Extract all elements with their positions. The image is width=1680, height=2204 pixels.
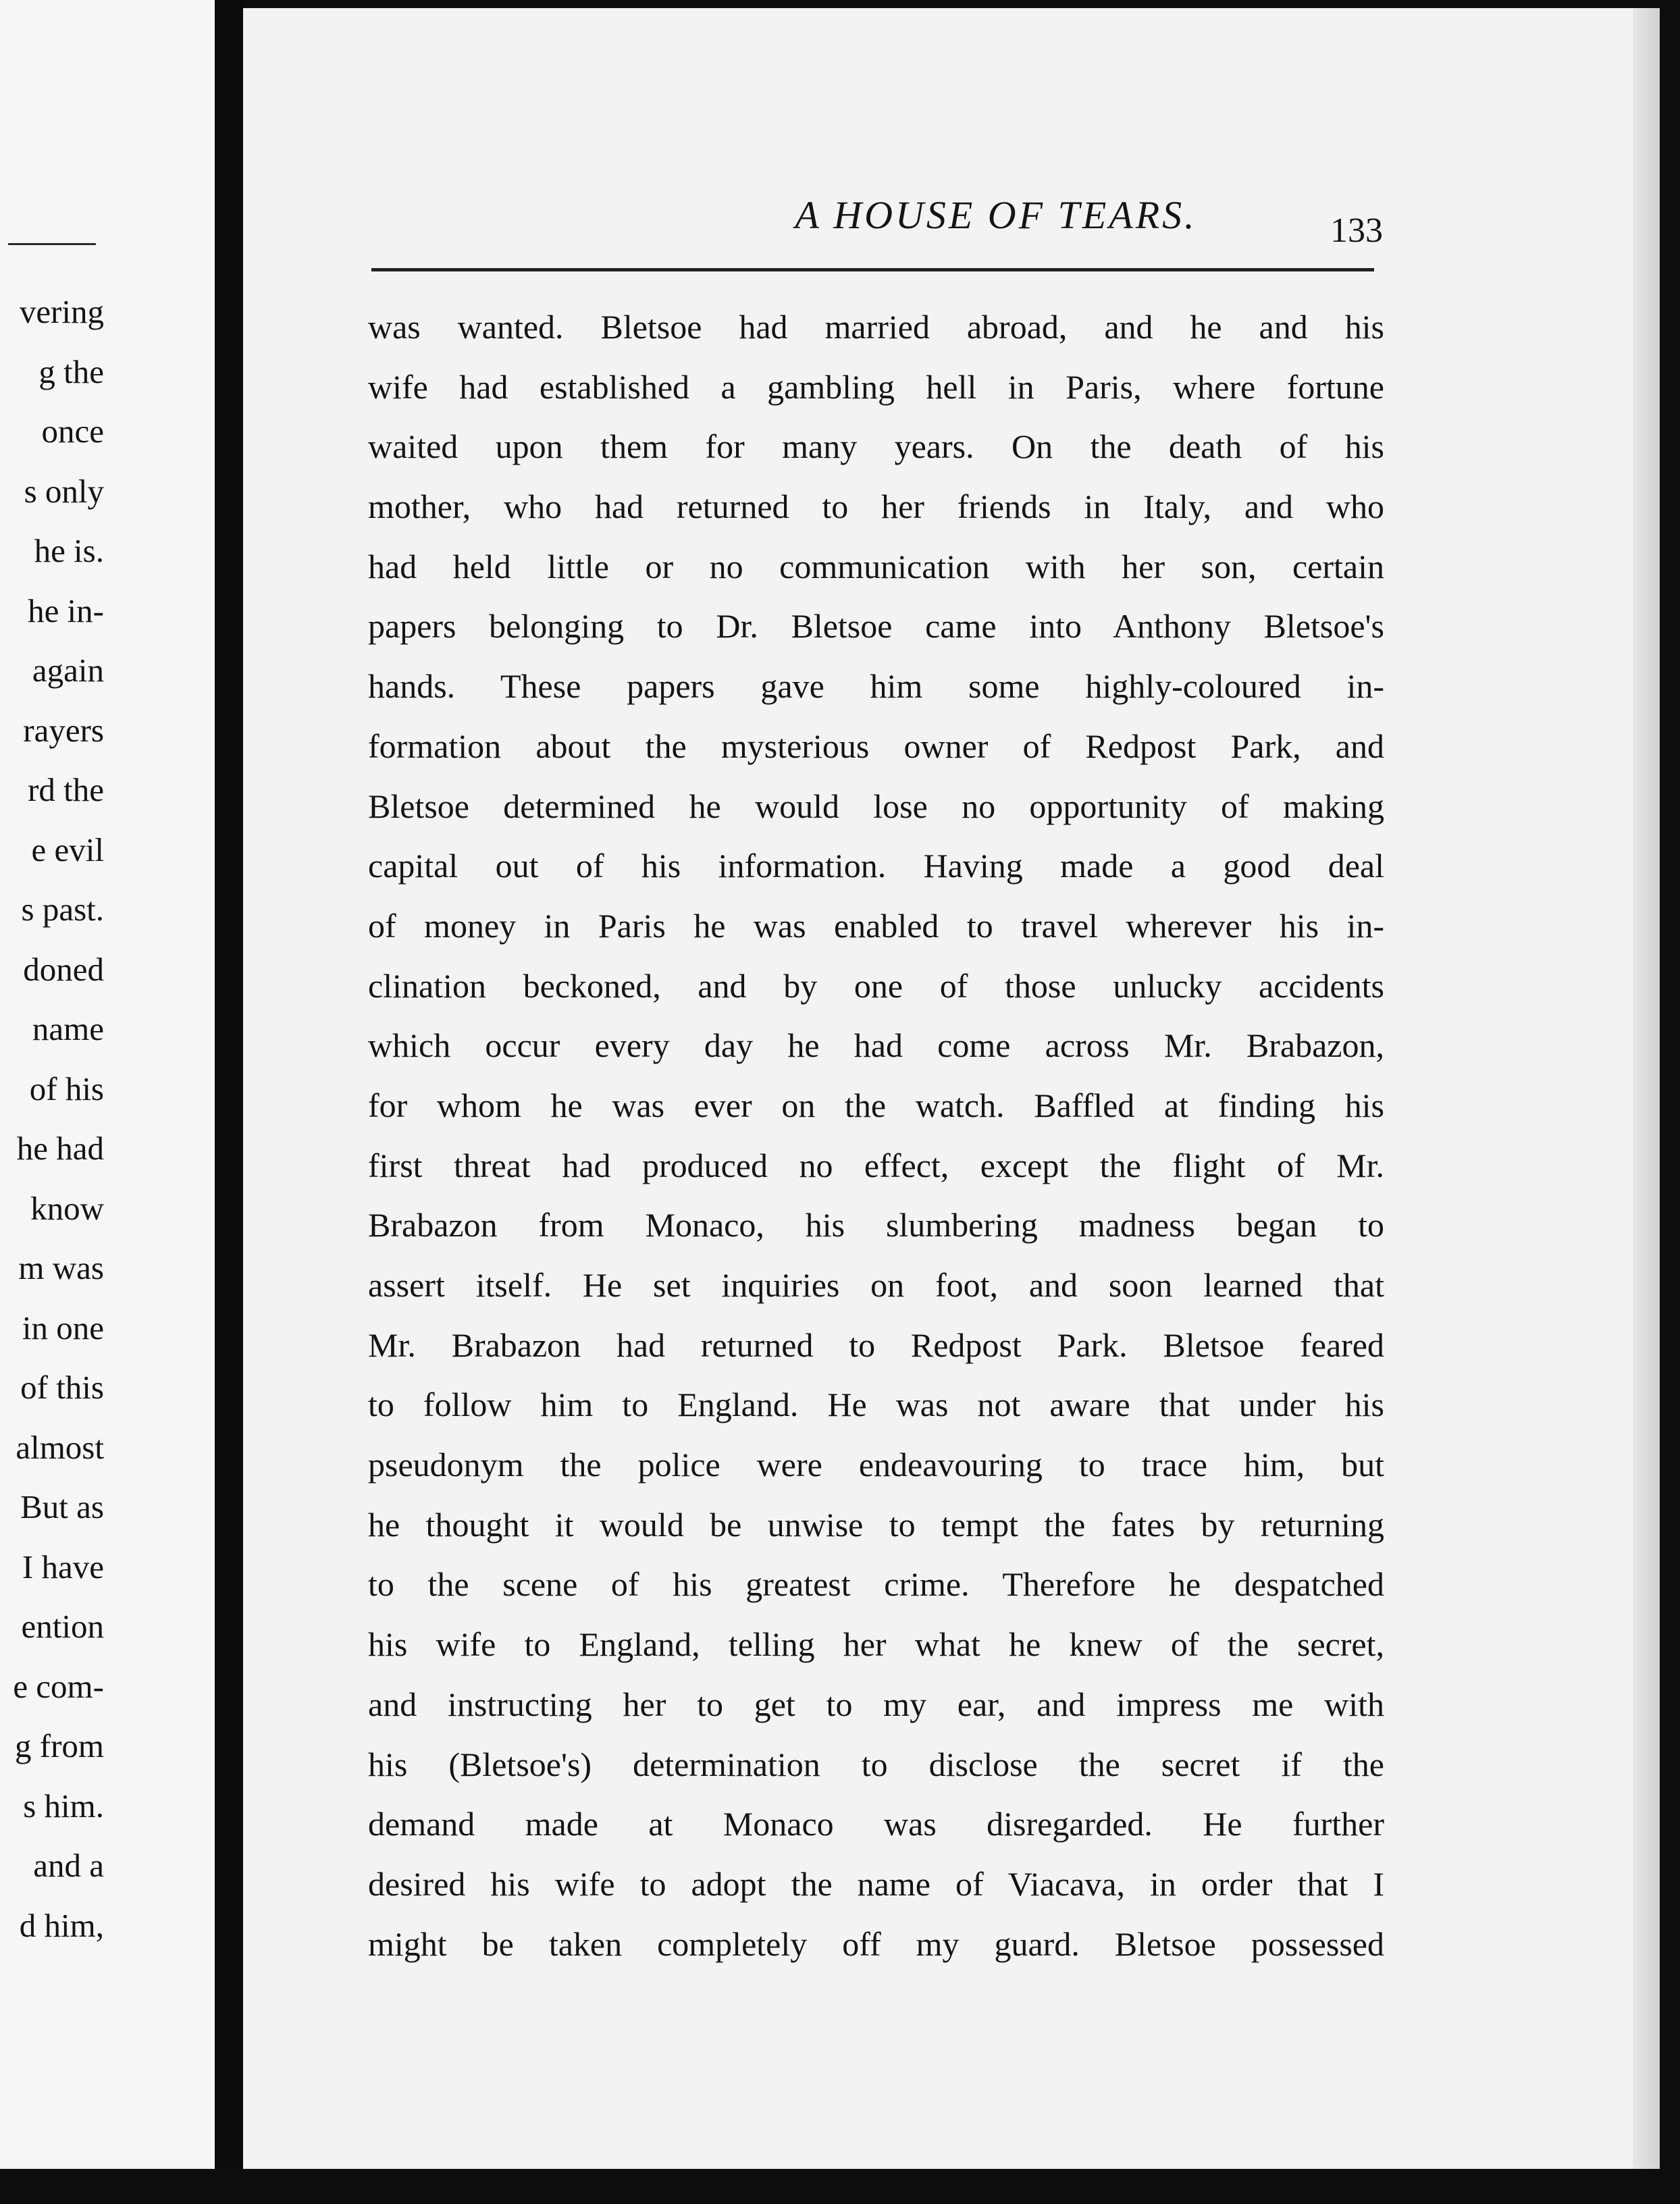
left-text-line: once [41,413,104,450]
left-text-line: e evil [31,831,104,868]
page-edge-shadow [1633,8,1660,2169]
left-page-rule [8,243,96,245]
text-line: waited upon them for many years. On the death of his [368,427,1384,466]
text-line: was wanted. Bletsoe had married abroad, and he and his [368,308,1384,346]
left-text-line: rd the [28,771,104,808]
left-text-line: m was [18,1249,104,1286]
left-text-line: ention [21,1608,104,1645]
text-line: he thought it would be unwise to tempt the fates by returning [368,1505,1384,1544]
left-text-line: s past. [21,891,104,928]
left-page-text [13,282,104,1956]
text-line: Mr. Brabazon had returned to Redpost Park. Bletsoe feared [368,1326,1384,1364]
text-line: capital out of his information. Having made a good deal [368,847,1384,885]
text-line: and instructing her to get to my ear, and impress me with [368,1685,1384,1723]
text-line: his wife to England, telling her what he knew of the secret, [368,1625,1384,1664]
text-line: desired his wife to adopt the name of Viacava, in order that I [368,1864,1384,1903]
text-line: papers belonging to Dr. Bletsoe came into Anthony Bletsoe's [368,607,1384,646]
left-text-line: and a [33,1847,104,1884]
left-text-line: almost [16,1428,104,1466]
left-text-line: doned [23,950,104,988]
left-text-line: d him, [19,1906,104,1944]
text-line: formation about the mysterious owner of Redpost Park, and [368,727,1384,765]
left-text-line: rayers [23,711,104,749]
text-line: pseudonym the police were endeavouring to trace him, but [368,1446,1384,1484]
left-text-line: he is. [34,532,104,569]
book-gutter [215,0,243,2204]
left-text-line: he in- [28,592,104,629]
text-line: which occur every day he had come across Mr. Brabazon, [368,1026,1384,1065]
left-text-line: g the [38,352,104,390]
left-text-line: e com- [13,1667,104,1705]
text-line: demand made at Monaco was disregarded. He further [368,1805,1384,1843]
text-line: might be taken completely off my guard. Bletsoe possessed [368,1924,1384,1963]
left-text-line: s him. [23,1787,104,1825]
left-text-line: of his [29,1070,104,1107]
page-number: 133 [1330,211,1383,250]
text-line: to follow him to England. He was not aware that under his [368,1386,1384,1424]
header-rule [371,268,1374,271]
text-line: his (Bletsoe's) determination to disclose the secret if the [368,1745,1384,1783]
left-text-line: he had [16,1130,104,1167]
text-line: wife had established a gambling hell in Paris, where fortune [368,367,1384,406]
text-line: assert itself. He set inquiries on foot, and soon learned that [368,1266,1384,1304]
text-line: Bletsoe determined he would lose no opportunity of making [368,787,1384,825]
scan-bottom-border [0,2169,1680,2204]
text-line: for whom he was ever on the watch. Baffled at finding his [368,1086,1384,1124]
text-line: first threat had produced no effect, except the flight of Mr. [368,1146,1384,1184]
text-line: of money in Paris he was enabled to travel wherever his in- [368,906,1384,945]
running-head: A HOUSE OF TEARS. [795,193,1197,237]
text-line: to the scene of his greatest crime. Therefore he despatched [368,1565,1384,1604]
left-text-line: I have [22,1548,104,1585]
left-facing-page [0,0,215,2204]
left-text-line: s only [24,472,104,510]
left-text-line: name [32,1010,104,1047]
left-text-line: in one [22,1309,104,1346]
left-text-line: of this [20,1369,104,1406]
left-text-line: again [32,652,104,689]
text-line: hands. These papers gave him some highly-coloured in- [368,667,1384,706]
main-page [243,8,1660,2169]
body-text [368,297,1384,1974]
text-line: mother, who had returned to her friends in Italy, and who [368,488,1384,526]
text-line: had held little or no communication with her son, certain [368,547,1384,585]
left-text-line: g from [15,1727,104,1764]
left-text-line: know [30,1189,104,1227]
left-text-line: vering [19,293,104,330]
text-line: clination beckoned, and by one of those unlucky accidents [368,966,1384,1005]
text-line: Brabazon from Monaco, his slumbering madness began to [368,1206,1384,1244]
left-text-line: But as [20,1488,104,1525]
